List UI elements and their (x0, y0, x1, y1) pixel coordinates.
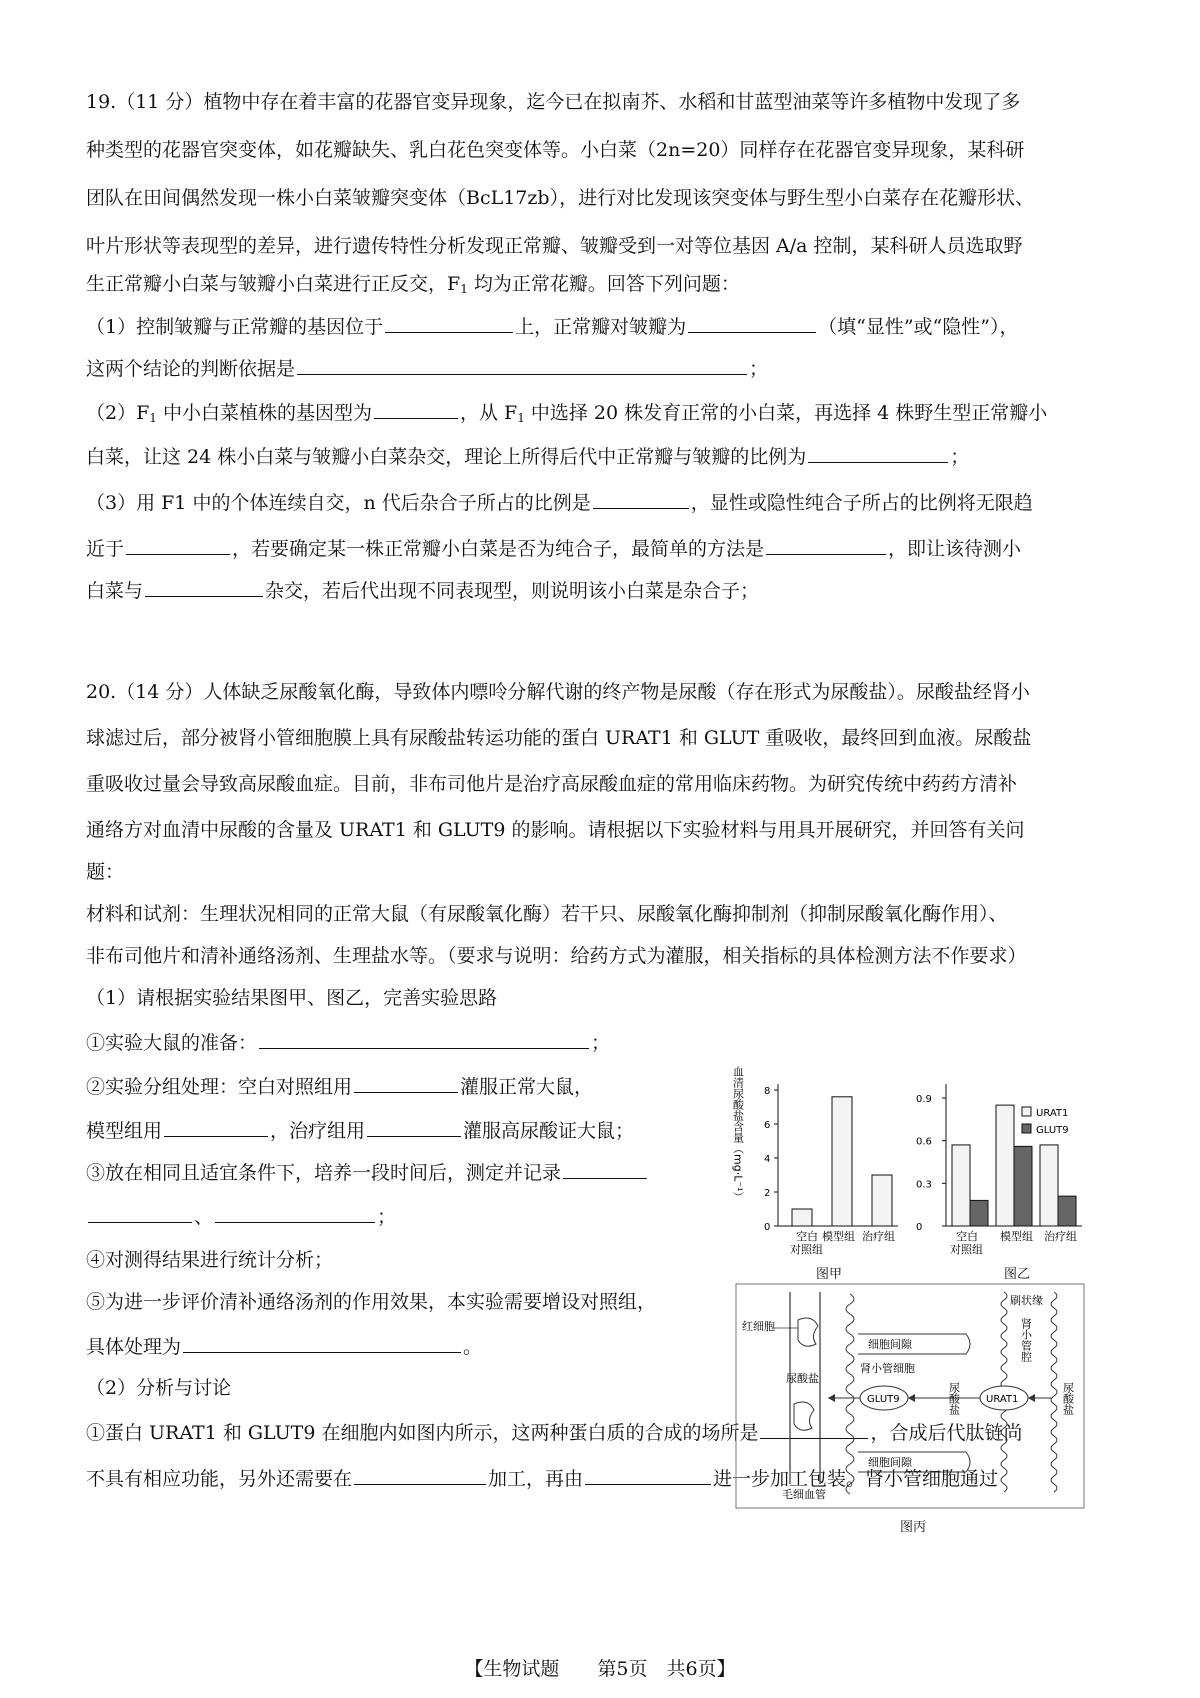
bar (952, 1145, 970, 1226)
label-gap-top: 细胞间隙 (868, 1338, 912, 1351)
q19-part1-line1: （1）控制皱瓣与正常瓣的基因位于 上，正常瓣对皱瓣为 （填“显性”或“隐性”）， (86, 316, 1019, 338)
y-tick-label: 0.6 (916, 1136, 932, 1148)
q19-part3-line1: （3）用 F1 中的个体连续自交，n 代后杂合子所占的比例是 ，显性或隐性纯合子所占的比例将无限趋 (86, 492, 1033, 514)
q20-materials-2: 非布司他片和清补通络汤剂、生理盐水等。（要求与说明：给药方式为灌服，相关指标的具体检测方法不作要求） (86, 945, 1027, 967)
page-footer: 【生物试题 第5页 共6页】 (464, 1658, 736, 1680)
arrowhead (828, 1394, 835, 1402)
bar (1040, 1145, 1058, 1226)
q20-step3-cont: 、 ； (86, 1204, 396, 1229)
q20-discuss-line1: ①蛋白 URAT1 和 GLUT9 在细胞内如图内所示，这两种蛋白质的合成的场所是 ，合成后代肽链尚 (86, 1422, 1023, 1444)
q20-step1: ①实验大鼠的准备： ； (86, 1032, 611, 1054)
y-tick-label: 0 (764, 1222, 771, 1233)
q20-discuss-line2: 不具有相应功能，另外还需要在 加工，再由 进一步加工包装。肾小管细胞通过 (86, 1468, 999, 1490)
answer-blank[interactable] (367, 1118, 461, 1137)
x-tick-label: 空白 (796, 1230, 818, 1243)
q19-part3-line3: 白菜与 杂交，若后代出现不同表现型，则说明该小白菜是杂合子； (86, 580, 760, 602)
answer-blank[interactable] (215, 1204, 375, 1223)
x-tick-label: 模型组 (1000, 1230, 1033, 1243)
bar (970, 1200, 988, 1226)
legend-swatch-urat1 (1022, 1107, 1031, 1116)
x-tick-label: 治疗组 (1044, 1230, 1077, 1243)
q19-line-4: 叶片形状等表现型的差异，进行遗传特性分析发现正常瓣、皱瓣受到一对等位基因 A/a 控制，某科研人员选取野 (86, 235, 1023, 257)
label-cell: 肾小管细胞 (860, 1362, 915, 1375)
q20-step5-cont: 具体处理为 。 (86, 1336, 483, 1358)
answer-blank[interactable] (766, 536, 886, 555)
answer-blank[interactable] (126, 536, 230, 555)
q19-line-5: 生正常瓣小白菜与皱瓣小白菜进行正反交，$F_1$ 均为正常花瓣。回答下列问题： (86, 273, 740, 296)
q19-part3-line2: 近于 ，若要确定某一株正常瓣小白菜是否为纯合子，最简单的方法是 ，即让该待测小 (86, 538, 1022, 560)
x-tick-label: 对照组 (950, 1243, 983, 1256)
legend-label-glut9: GLUT9 (1036, 1125, 1069, 1136)
q20-line-3: 重吸收过量会导致高尿酸血症。目前，非布司他片是治疗高尿酸血症的常用临床药物。为研究传统中药药方清补 (86, 773, 1018, 795)
q20-line-2: 球滤过后，部分被肾小管细胞膜上具有尿酸盐转运功能的蛋白 URAT1 和 GLUT 重吸收，最终回到血液。尿酸盐 (86, 727, 1032, 749)
chart-figure-b (916, 1050, 1086, 1260)
y-tick-label: 0.9 (916, 1094, 932, 1105)
figure-c-caption: 图丙 (900, 1520, 927, 1535)
legend-label-urat1: URAT1 (1036, 1108, 1069, 1119)
answer-blank[interactable] (563, 1160, 647, 1179)
y-tick-label: 6 (764, 1120, 771, 1131)
bar (1014, 1146, 1032, 1226)
answer-blank[interactable] (88, 1204, 192, 1223)
answer-blank[interactable] (593, 490, 689, 509)
basolateral-membrane (846, 1294, 854, 1494)
q20-step2: ②实验分组处理：空白对照组用 灌服正常大鼠， (86, 1076, 594, 1098)
bar (832, 1097, 852, 1226)
label-urat1: URAT1 (986, 1394, 1019, 1405)
x-tick-label: 模型组 (822, 1230, 855, 1243)
answer-blank[interactable] (385, 314, 513, 333)
q20-line-4: 通络方对血清中尿酸的含量及 URAT1 和 GLUT9 的影响。请根据以下实验材料与用具开展研究，并回答有关问 (86, 819, 1025, 841)
red-blood-cell-1 (798, 1318, 818, 1346)
q20-step3: ③放在相同且适宜条件下，培养一段时间后，测定并记录 (86, 1160, 649, 1185)
answer-blank[interactable] (374, 400, 458, 419)
answer-blank[interactable] (688, 314, 816, 333)
answer-blank[interactable] (145, 578, 263, 597)
figure-b-caption: 图乙 (1004, 1267, 1031, 1282)
bar (996, 1105, 1014, 1226)
label-capillary: 毛细血管 (782, 1488, 826, 1501)
q19-part2-line1: $(2)F_1$ 中小白菜植株的基因型为 ，从 $F_1$ 中选择 20 株发育正常的小白菜，再选择 4 株野生型正常瓣小 (86, 402, 1048, 425)
red-blood-cell-2 (794, 1402, 814, 1430)
answer-blank[interactable] (259, 1030, 589, 1049)
answer-blank[interactable] (297, 356, 747, 375)
q20-part1-title: （1）请根据实验结果图甲、图乙，完善实验思路 (86, 987, 498, 1009)
q20-line-1: 20.（14 分）人体缺乏尿酸氧化酶，导致体内嘌呤分解代谢的终产物是尿酸（存在形式为尿酸盐）。尿酸盐经肾小 (86, 681, 1030, 703)
label-lumen: 肾小管腔 (1019, 1318, 1033, 1362)
q19-line-1: 19.（11 分）植物中存在着丰富的花器官变异现象，迄今已在拟南芥、水稻和甘蓝型油菜等许多植物中发现了多 (86, 91, 1021, 113)
label-urate-cell: 尿酸盐 (947, 1382, 961, 1415)
bar (872, 1175, 892, 1226)
bar (1058, 1196, 1076, 1226)
chart-figure-a (731, 1050, 902, 1260)
label-urate-lumen: 尿酸盐 (1061, 1382, 1075, 1415)
answer-blank[interactable] (164, 1118, 268, 1137)
brush-border-right (1051, 1292, 1057, 1492)
answer-blank[interactable] (354, 1074, 458, 1093)
x-tick-label: 治疗组 (862, 1230, 895, 1243)
legend-swatch-glut9 (1022, 1124, 1031, 1133)
answer-blank[interactable] (183, 1334, 461, 1353)
q19-part2-line2: 白菜，让这 24 株小白菜与皱瓣小白菜杂交，理论上所得后代中正常瓣与皱瓣的比例为 ； (86, 446, 970, 468)
q19-line-3: 团队在田间偶然发现一株小白菜皱瓣突变体（BcL17zb），进行对比发现该突变体与野生型小白菜存在花瓣形状、 (86, 187, 1035, 209)
bar (792, 1209, 812, 1226)
q20-step2-cont: 模型组用 ，治疗组用 灌服高尿酸证大鼠； (86, 1120, 635, 1142)
label-brush-border: 刷状缘 (1010, 1294, 1043, 1307)
arrowhead (1028, 1394, 1035, 1402)
label-gap-bottom: 细胞间隙 (868, 1456, 912, 1469)
q20-part2-title: （2）分析与讨论 (86, 1377, 232, 1399)
q20-step4: ④对测得结果进行统计分析； (86, 1249, 334, 1271)
diagram-figure-c (736, 1284, 1086, 1512)
label-glut9: GLUT9 (867, 1394, 900, 1405)
y-tick-label: 4 (764, 1154, 771, 1165)
y-tick-label: 0 (916, 1222, 923, 1233)
arrowhead (908, 1394, 915, 1402)
answer-blank[interactable] (585, 1466, 711, 1485)
x-tick-label: 空白 (956, 1230, 978, 1243)
x-tick-label: 对照组 (790, 1243, 823, 1256)
q19-part1-line2: 这两个结论的判断依据是 ； (86, 358, 769, 380)
answer-blank[interactable] (808, 444, 948, 463)
q20-step5: ⑤为进一步评价清补通络汤剂的作用效果，本实验需要增设对照组， (86, 1291, 657, 1313)
q20-materials-1: 材料和试剂：生理状况相同的正常大鼠（有尿酸氧化酶）若干只、尿酸氧化酶抑制剂（抑制尿酸氧化酶作用）、 (86, 903, 1008, 925)
y-tick-label: 2 (764, 1188, 771, 1199)
q20-line-5: 题： (86, 861, 125, 883)
figure-a-caption: 图甲 (816, 1267, 843, 1282)
q19-line-2: 种类型的花器官突变体，如花瓣缺失、乳白花色突变体等。小白菜（2n=20）同样存在花器官变异现象，某科研 (86, 139, 1025, 161)
label-rbc: 红细胞 (742, 1320, 775, 1333)
y-tick-label: 8 (764, 1086, 771, 1097)
label-urate-blood: 尿酸盐 (786, 1372, 819, 1385)
y-axis-label: 血清尿酸盐含量（mg·L⁻¹） (731, 1066, 745, 1203)
answer-blank[interactable] (354, 1466, 486, 1485)
y-tick-label: 0.3 (916, 1179, 932, 1191)
